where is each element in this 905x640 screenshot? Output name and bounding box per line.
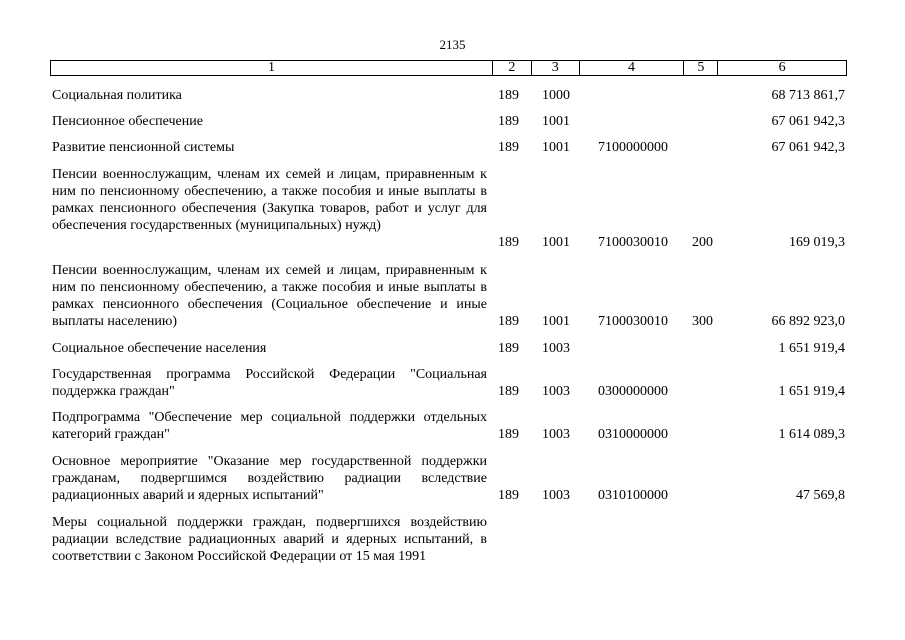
table-row (52, 87, 847, 104)
row-csr: 7100030010 (598, 314, 668, 329)
row-name: Социальная политика (52, 88, 182, 103)
table-row (52, 366, 847, 400)
header-col-4: 4 (579, 61, 684, 75)
row-gr: 189 (498, 88, 519, 103)
row-csr: 7100030010 (598, 235, 668, 250)
row-name: Основное мероприятие "Оказание мер государственной поддержки гражданам, подвергшимся воздействию радиации вследствие радиационных аварий и ядерных испытаний" (52, 454, 487, 503)
table-row (52, 453, 847, 504)
row-section: 1003 (542, 427, 570, 442)
table-row (52, 166, 847, 251)
row-section: 1003 (542, 341, 570, 356)
row-gr: 189 (498, 341, 519, 356)
row-csr: 7100000000 (598, 140, 668, 155)
table-row (52, 113, 847, 130)
row-amount: 66 892 923,0 (771, 314, 845, 329)
row-name: Государственная программа Российской Федерации "Социальная поддержка граждан" (52, 367, 487, 399)
row-gr: 189 (498, 314, 519, 329)
row-amount: 68 713 861,7 (771, 88, 845, 103)
row-amount: 1 614 089,3 (778, 427, 845, 442)
row-name: Пенсии военнослужащим, членам их семей и лицам, приравненным к ним по пенсионному обеспечению, а также пособия и иные выплаты в рамках пенсионного обеспечения (Закупка товаров, работ и услуг для обеспечения государственных (муниципальных) нужд) (52, 167, 487, 233)
page-number: 2135 (439, 37, 466, 52)
row-amount: 1 651 919,4 (778, 384, 845, 399)
row-section: 1001 (542, 235, 570, 250)
row-gr: 189 (498, 235, 519, 250)
row-name: Меры социальной поддержки граждан, подвергшихся воздействию радиации вследствие радиационных аварий и ядерных испытаний, в соответствии с Законом Российской Федерации от 15 мая 1991 (52, 515, 487, 564)
header-col-2: 2 (492, 61, 531, 75)
table-row (52, 514, 847, 565)
header-col-6: 6 (717, 61, 846, 75)
header-col-3: 3 (531, 61, 579, 75)
row-amount: 67 061 942,3 (771, 114, 845, 129)
row-section: 1000 (542, 88, 570, 103)
table-row (52, 340, 847, 357)
row-gr: 189 (498, 427, 519, 442)
row-name: Подпрограмма "Обеспечение мер социальной поддержки отдельных категорий граждан" (52, 410, 487, 442)
row-amount: 1 651 919,4 (778, 341, 845, 356)
row-csr: 0300000000 (598, 384, 668, 399)
header-col-1: 1 (267, 60, 275, 75)
row-gr: 189 (498, 114, 519, 129)
row-gr: 189 (498, 140, 519, 155)
row-section: 1001 (542, 314, 570, 329)
table-header (50, 60, 847, 76)
row-name: Социальное обеспечение населения (52, 341, 267, 356)
row-csr: 0310100000 (598, 488, 668, 503)
row-csr: 0310000000 (598, 427, 668, 442)
header-col-5: 5 (683, 61, 717, 75)
row-gr: 189 (498, 384, 519, 399)
row-name: Пенсионное обеспечение (52, 114, 203, 129)
row-amount: 47 569,8 (796, 488, 845, 503)
row-gr: 189 (498, 488, 519, 503)
row-name: Развитие пенсионной системы (52, 140, 235, 155)
row-section: 1001 (542, 114, 570, 129)
row-vr: 200 (692, 235, 713, 250)
table-row (52, 262, 847, 330)
row-name: Пенсии военнослужащим, членам их семей и лицам, приравненным к ним по пенсионному обеспечению, а также пособия и иные выплаты в рамках пенсионного обеспечения (Социальное обеспечение и иные выплаты населению) (52, 263, 487, 329)
table-row (52, 139, 847, 156)
table-row (52, 409, 847, 443)
row-section: 1003 (542, 488, 570, 503)
row-section: 1003 (542, 384, 570, 399)
row-amount: 169 019,3 (789, 235, 845, 250)
row-amount: 67 061 942,3 (771, 140, 845, 155)
row-vr: 300 (692, 314, 713, 329)
row-section: 1001 (542, 140, 570, 155)
